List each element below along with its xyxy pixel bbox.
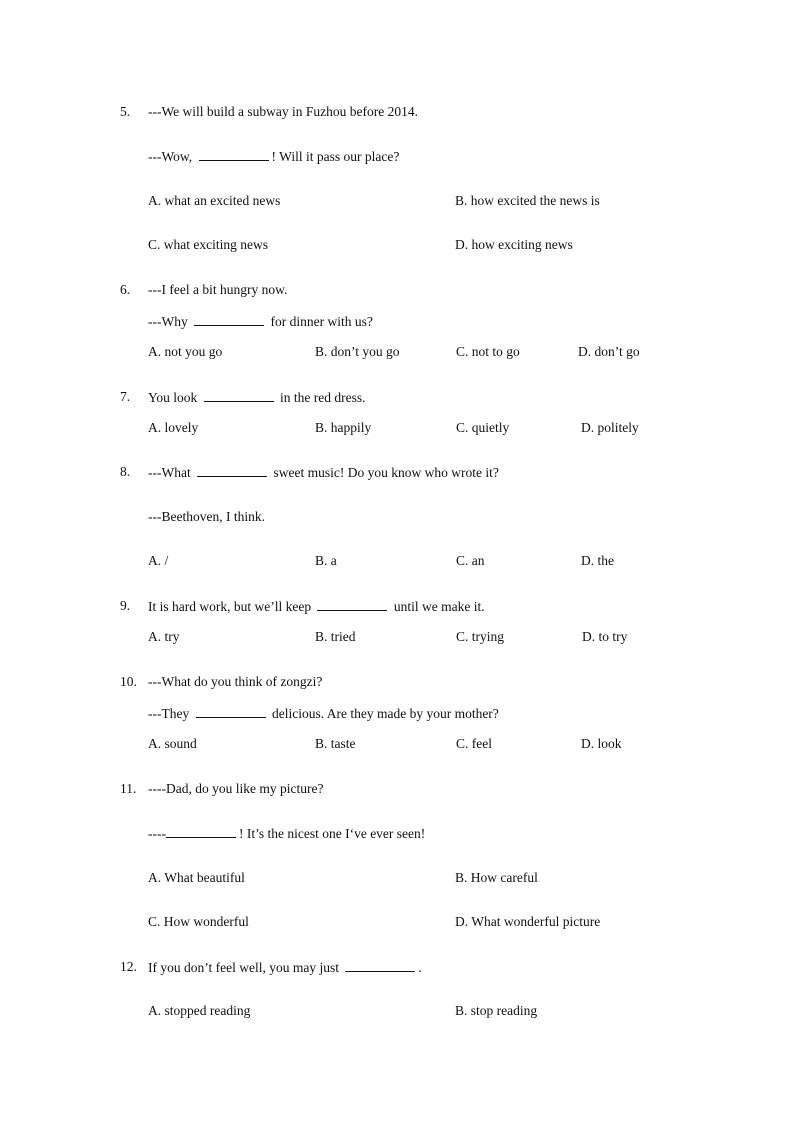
option-a[interactable]: A. try — [148, 629, 180, 644]
option-a[interactable]: A. stopped reading — [148, 1003, 251, 1018]
option-b[interactable]: B. a — [315, 553, 337, 568]
option-d[interactable]: D. What wonderful picture — [455, 914, 601, 929]
option-b[interactable]: B. stop reading — [455, 1003, 538, 1018]
question-text: ! It’s the nicest one I‘ve ever seen! — [238, 826, 426, 841]
option-b[interactable]: B. taste — [315, 736, 356, 751]
option-c[interactable]: C. How wonderful — [148, 914, 249, 929]
answer-blank[interactable] — [196, 705, 266, 718]
option-b[interactable]: B. How careful — [455, 870, 538, 885]
question-line — [148, 313, 373, 330]
question-text: ---I feel a bit hungry now. — [148, 282, 288, 297]
option-b[interactable]: B. tried — [315, 629, 356, 644]
answer-blank[interactable] — [194, 313, 264, 326]
option-a[interactable]: A. not you go — [148, 344, 223, 359]
question-text: It is hard work, but we’ll keep — [148, 599, 315, 614]
question-text: ---We will build a subway in Fuzhou before 2014. — [148, 104, 418, 119]
option-c[interactable]: C. feel — [456, 736, 492, 751]
question-line — [148, 464, 499, 481]
question-number: 12. — [120, 959, 137, 974]
question-line — [148, 509, 265, 525]
question-number: 8. — [120, 464, 131, 479]
option-a[interactable]: A. sound — [148, 736, 197, 751]
question-text: ---Wow, — [148, 149, 196, 164]
question-text: ---They — [148, 706, 193, 721]
option-c[interactable]: C. trying — [456, 629, 505, 644]
question-text: for dinner with us? — [267, 314, 373, 329]
question-number: 10. — [120, 674, 137, 689]
answer-blank[interactable] — [345, 959, 415, 972]
option-c[interactable]: C. not to go — [456, 344, 520, 359]
option-d[interactable]: D. how exciting news — [455, 237, 573, 252]
question-text: ! Will it pass our place? — [271, 149, 400, 164]
option-c[interactable]: C. what exciting news — [148, 237, 268, 252]
question-text: ---- — [148, 826, 166, 841]
question-text: delicious. Are they made by your mother? — [268, 706, 499, 721]
question-number: 9. — [120, 598, 131, 613]
option-c[interactable]: C. quietly — [456, 420, 510, 435]
option-a[interactable]: A. lovely — [148, 420, 199, 435]
question-number: 7. — [120, 389, 131, 404]
option-d[interactable]: D. don’t go — [578, 344, 640, 359]
answer-blank[interactable] — [197, 464, 267, 477]
option-a[interactable]: A. What beautiful — [148, 870, 245, 885]
question-number: 6. — [120, 282, 131, 297]
option-d[interactable]: D. to try — [582, 629, 628, 644]
question-line — [148, 781, 323, 797]
question-line — [148, 598, 485, 615]
question-number: 5. — [120, 104, 131, 119]
question-text: ---What do you think of zongzi? — [148, 674, 323, 689]
question-line — [148, 389, 366, 406]
answer-blank[interactable] — [166, 825, 236, 838]
question-text: sweet music! Do you know who wrote it? — [270, 465, 499, 480]
question-text: If you don’t feel well, you may just — [148, 960, 343, 975]
option-b[interactable]: B. don’t you go — [315, 344, 400, 359]
option-b[interactable]: B. how excited the news is — [455, 193, 600, 208]
answer-blank[interactable] — [317, 598, 387, 611]
question-text: until we make it. — [390, 599, 485, 614]
question-text: You look — [148, 390, 201, 405]
question-line — [148, 104, 418, 120]
question-text: ----Dad, do you like my picture? — [148, 781, 324, 796]
option-b[interactable]: B. happily — [315, 420, 372, 435]
question-line — [148, 282, 287, 298]
option-c[interactable]: C. an — [456, 553, 485, 568]
answer-blank[interactable] — [199, 148, 269, 161]
option-a[interactable]: A. what an excited news — [148, 193, 281, 208]
question-number: 11. — [120, 781, 137, 796]
question-line — [148, 148, 399, 165]
question-line — [148, 705, 499, 722]
question-line — [148, 674, 322, 690]
option-d[interactable]: D. politely — [581, 420, 639, 435]
question-text: ---What — [148, 465, 195, 480]
question-line — [148, 825, 425, 842]
question-text: ---Why — [148, 314, 192, 329]
question-text: . — [418, 960, 422, 975]
option-d[interactable]: D. look — [581, 736, 622, 751]
option-a[interactable]: A. / — [148, 553, 169, 568]
answer-blank[interactable] — [204, 389, 274, 402]
option-d[interactable]: D. the — [581, 553, 614, 568]
question-line — [148, 959, 422, 976]
question-text: ---Beethoven, I think. — [148, 509, 265, 524]
question-text: in the red dress. — [276, 390, 366, 405]
